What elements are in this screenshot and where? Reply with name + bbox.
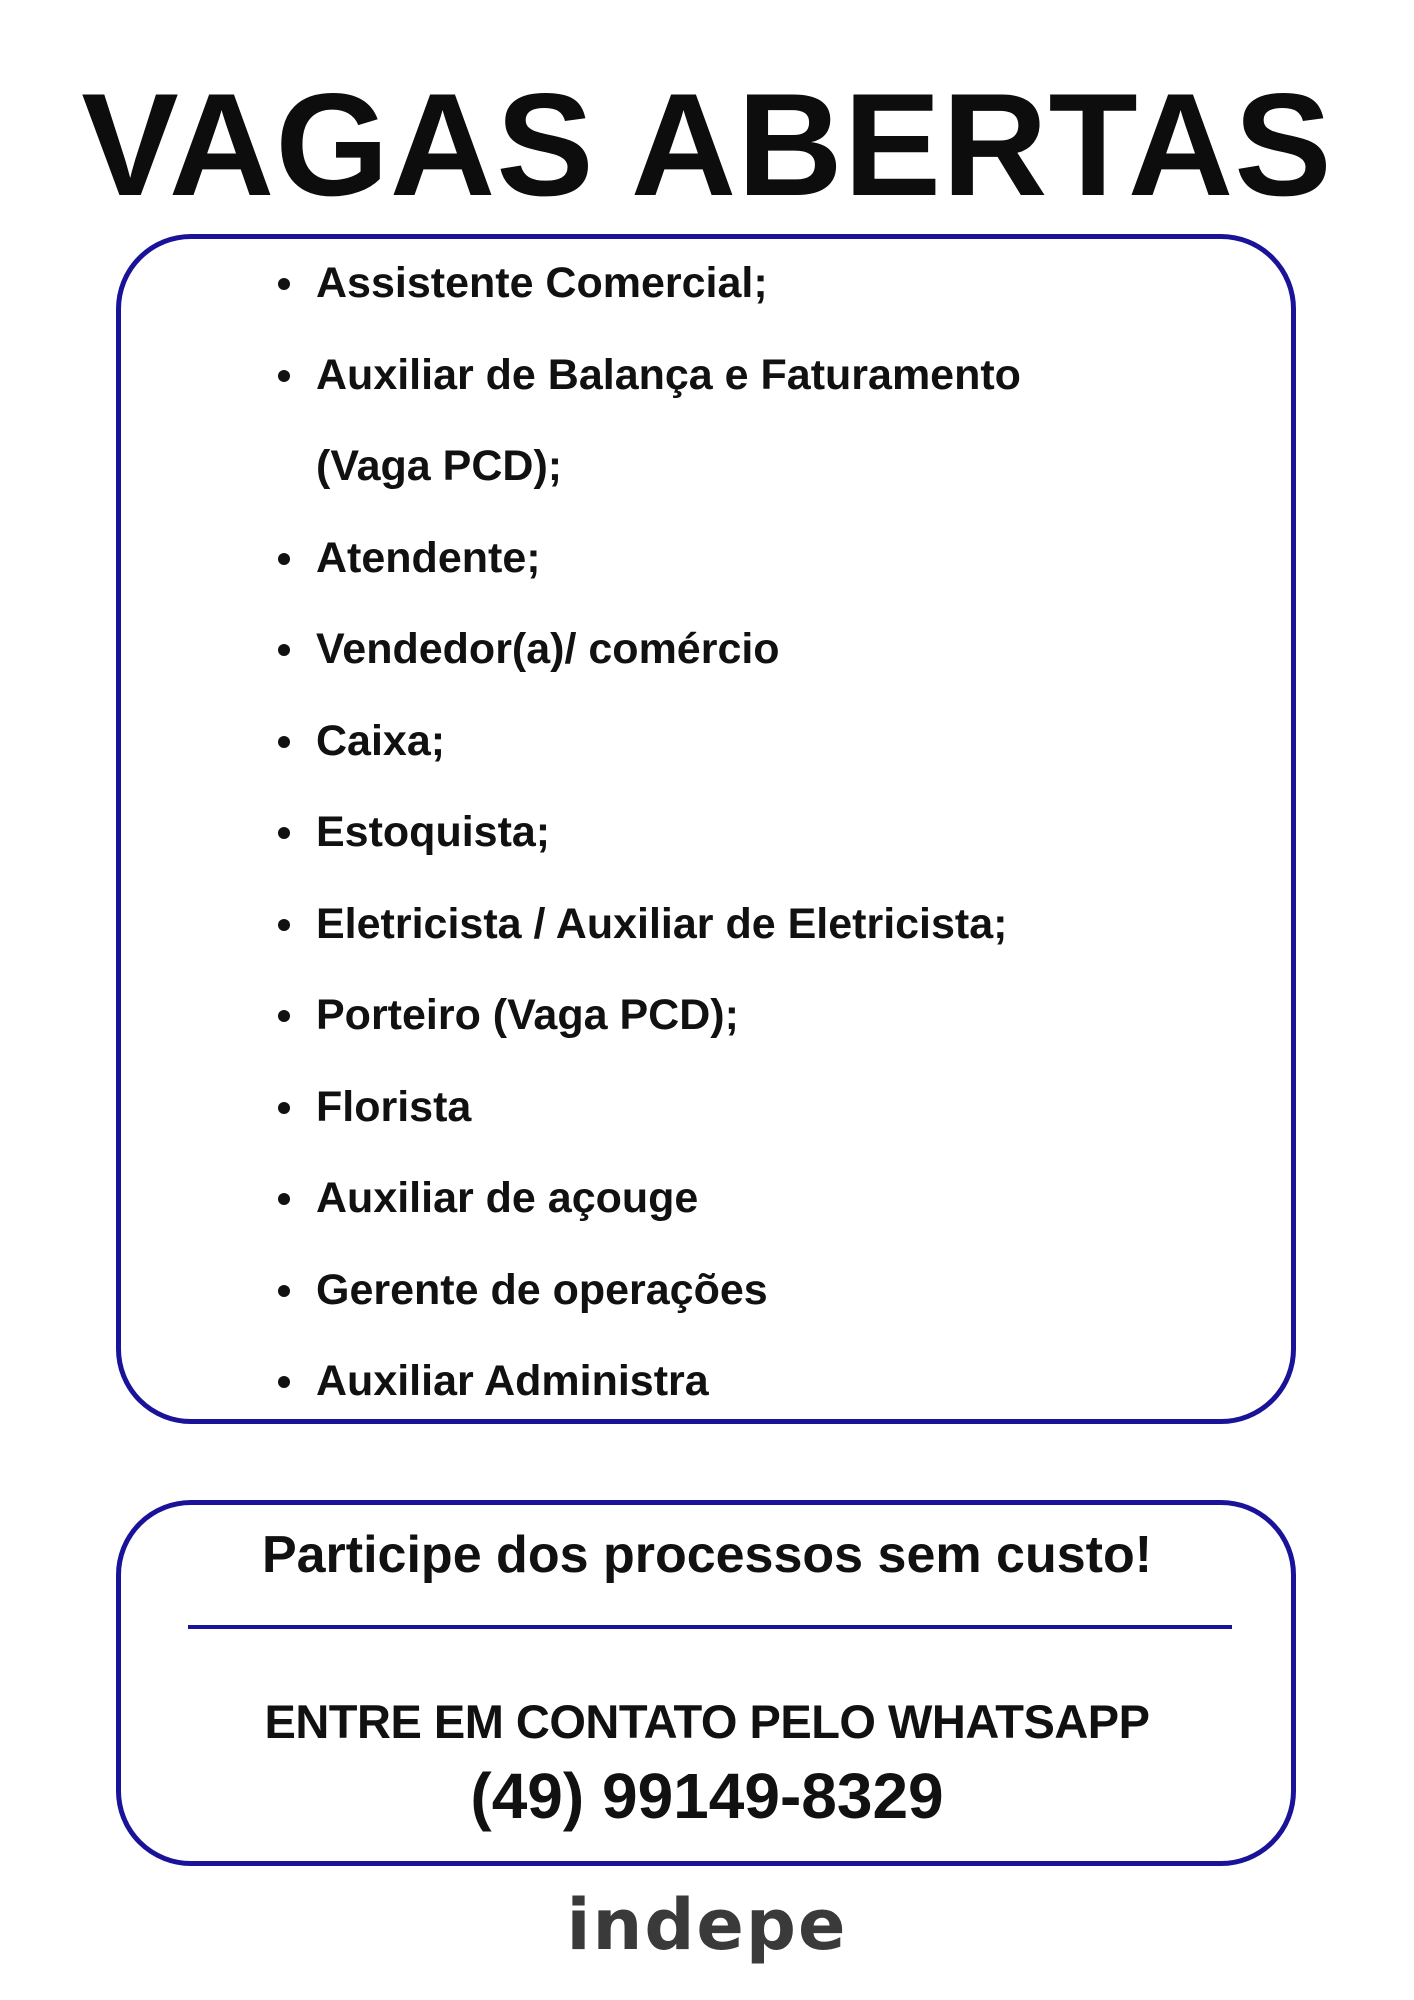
job-title: Vendedor(a)/ comércio <box>316 625 780 673</box>
job-title: Florista <box>316 1082 472 1131</box>
job-title: Auxiliar Administra <box>316 1357 709 1405</box>
job-title: Atendente; <box>316 533 541 582</box>
job-title-line-2: (Vaga PCD); <box>316 442 563 490</box>
list-item <box>270 330 1216 513</box>
bullet-icon <box>278 1193 290 1205</box>
list-item <box>270 787 1216 879</box>
job-title: Auxiliar de açouge <box>316 1174 699 1222</box>
bullet-icon <box>278 1376 290 1388</box>
whatsapp-label: ENTRE EM CONTATO PELO WHATSAPP <box>264 1695 1150 1748</box>
bullet-icon <box>278 1010 290 1022</box>
list-item <box>270 513 1216 605</box>
brand-logo: indepe <box>566 1884 848 1966</box>
job-title: Porteiro (Vaga PCD); <box>316 991 739 1039</box>
page-title: VAGAS ABERTAS <box>81 63 1333 226</box>
bullet-icon <box>278 278 290 290</box>
bullet-icon <box>278 553 290 565</box>
list-item <box>270 970 1216 1062</box>
list-item <box>270 604 1216 696</box>
tagline: Participe dos processos sem custo! <box>261 1526 1153 1584</box>
job-title: Eletricista / Auxiliar de Eletricista; <box>316 899 1008 948</box>
bullet-icon <box>278 736 290 748</box>
list-item <box>270 1336 1216 1428</box>
bullet-icon <box>278 1285 290 1297</box>
job-title: Estoquista; <box>316 808 551 856</box>
job-title: Gerente de operações <box>316 1265 768 1314</box>
bullet-icon <box>278 644 290 656</box>
bullet-icon <box>278 919 290 931</box>
bullet-icon <box>278 1102 290 1114</box>
job-list <box>270 238 1216 1428</box>
list-item <box>270 1153 1216 1245</box>
divider <box>188 1625 1232 1629</box>
job-title: Caixa; <box>316 716 446 765</box>
phone-number: (49) 99149-8329 <box>470 1760 944 1832</box>
bullet-icon <box>278 827 290 839</box>
list-item <box>270 1245 1216 1337</box>
list-item <box>270 1062 1216 1154</box>
job-title: Assistente Comercial; <box>316 259 768 307</box>
list-item <box>270 696 1216 788</box>
list-item <box>270 879 1216 971</box>
bullet-icon <box>278 370 290 382</box>
list-item <box>270 238 1216 330</box>
job-title-line-1: Auxiliar de Balança e Faturamento <box>316 350 1021 399</box>
